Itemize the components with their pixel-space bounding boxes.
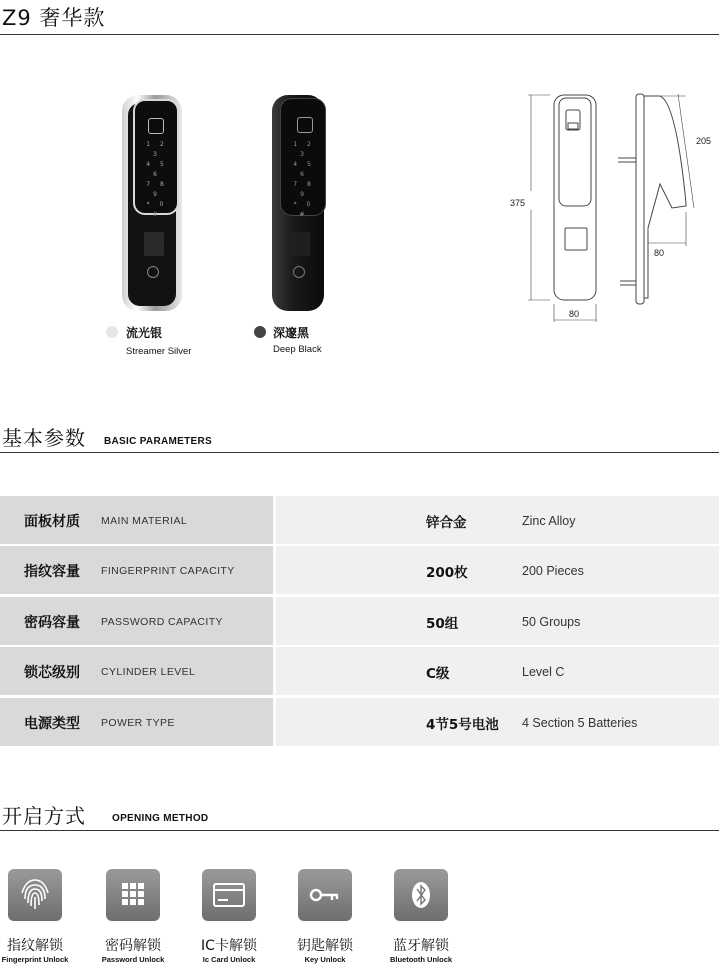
method-zh: 指纹解锁 <box>7 938 63 954</box>
basic-divider <box>0 452 719 453</box>
param-name-en: MAIN MATERIAL <box>101 515 188 527</box>
param-name-zh: 面板材质 <box>24 514 80 530</box>
method-zh: IC卡解锁 <box>201 938 257 954</box>
method-en: Password Unlock <box>101 955 165 964</box>
param-name-zh: 指纹容量 <box>24 564 80 580</box>
dim-depth: 80 <box>654 248 665 258</box>
param-name-zh: 密码容量 <box>24 615 80 631</box>
param-value-en: 4 Section 5 Batteries <box>522 716 638 730</box>
opening-title-en: OPENING METHOD <box>112 813 209 824</box>
param-name-en: POWER TYPE <box>101 717 175 729</box>
card-icon <box>202 869 256 921</box>
color-black-zh: 深邃黑 <box>273 326 310 340</box>
table-row <box>0 597 719 645</box>
param-value-zh: 4节5号电池 <box>426 717 499 733</box>
bluetooth-icon <box>394 869 448 921</box>
param-name-en: FINGERPRINT CAPACITY <box>101 565 235 577</box>
method-en: Ic Card Unlock <box>202 955 256 964</box>
dim-width: 80 <box>569 309 580 319</box>
black-swatch <box>254 326 266 338</box>
basic-title-en: BASIC PARAMETERS <box>104 436 212 447</box>
fingerprint-icon <box>8 869 62 921</box>
param-value-en: Level C <box>522 665 565 679</box>
method-en: Bluetooth Unlock <box>389 955 453 964</box>
key-icon <box>298 869 352 921</box>
param-name-zh: 锁芯级别 <box>24 665 80 681</box>
table-row <box>0 647 719 695</box>
param-value-en: Zinc Alloy <box>522 514 576 528</box>
silver-swatch <box>106 326 118 338</box>
param-value-zh: 锌合金 <box>426 515 467 531</box>
param-value-en: 200 Pieces <box>522 564 584 578</box>
method-zh: 钥匙解锁 <box>297 938 353 954</box>
table-row <box>0 546 719 594</box>
method-en: Key Unlock <box>304 955 346 964</box>
param-name-en: PASSWORD CAPACITY <box>101 616 223 628</box>
color-silver-en: Streamer Silver <box>126 346 192 357</box>
basic-title-zh: 基本参数 <box>2 426 86 450</box>
opening-title-zh: 开启方式 <box>2 804 86 828</box>
table-row <box>0 698 719 746</box>
color-black-en: Deep Black <box>273 344 322 355</box>
opening-divider <box>0 830 719 831</box>
param-value-zh: C级 <box>426 666 450 682</box>
param-value-zh: 200枚 <box>426 565 468 581</box>
param-name-zh: 电源类型 <box>24 716 80 732</box>
param-name-en: CYLINDER LEVEL <box>101 666 196 678</box>
param-value-zh: 50组 <box>426 616 459 632</box>
keypad-icon <box>106 869 160 921</box>
color-silver-zh: 流光银 <box>126 326 163 340</box>
dimension-drawing <box>500 88 720 328</box>
method-en: Fingerprint Unlock <box>1 955 69 964</box>
method-zh: 蓝牙解锁 <box>393 938 449 954</box>
param-value-en: 50 Groups <box>522 615 581 629</box>
header-divider <box>0 34 719 35</box>
page-title: Z9 奢华款 <box>2 6 106 30</box>
dim-handle: 205 <box>696 136 712 146</box>
dim-height: 375 <box>510 198 526 208</box>
method-zh: 密码解锁 <box>105 938 161 954</box>
table-row <box>0 496 719 544</box>
